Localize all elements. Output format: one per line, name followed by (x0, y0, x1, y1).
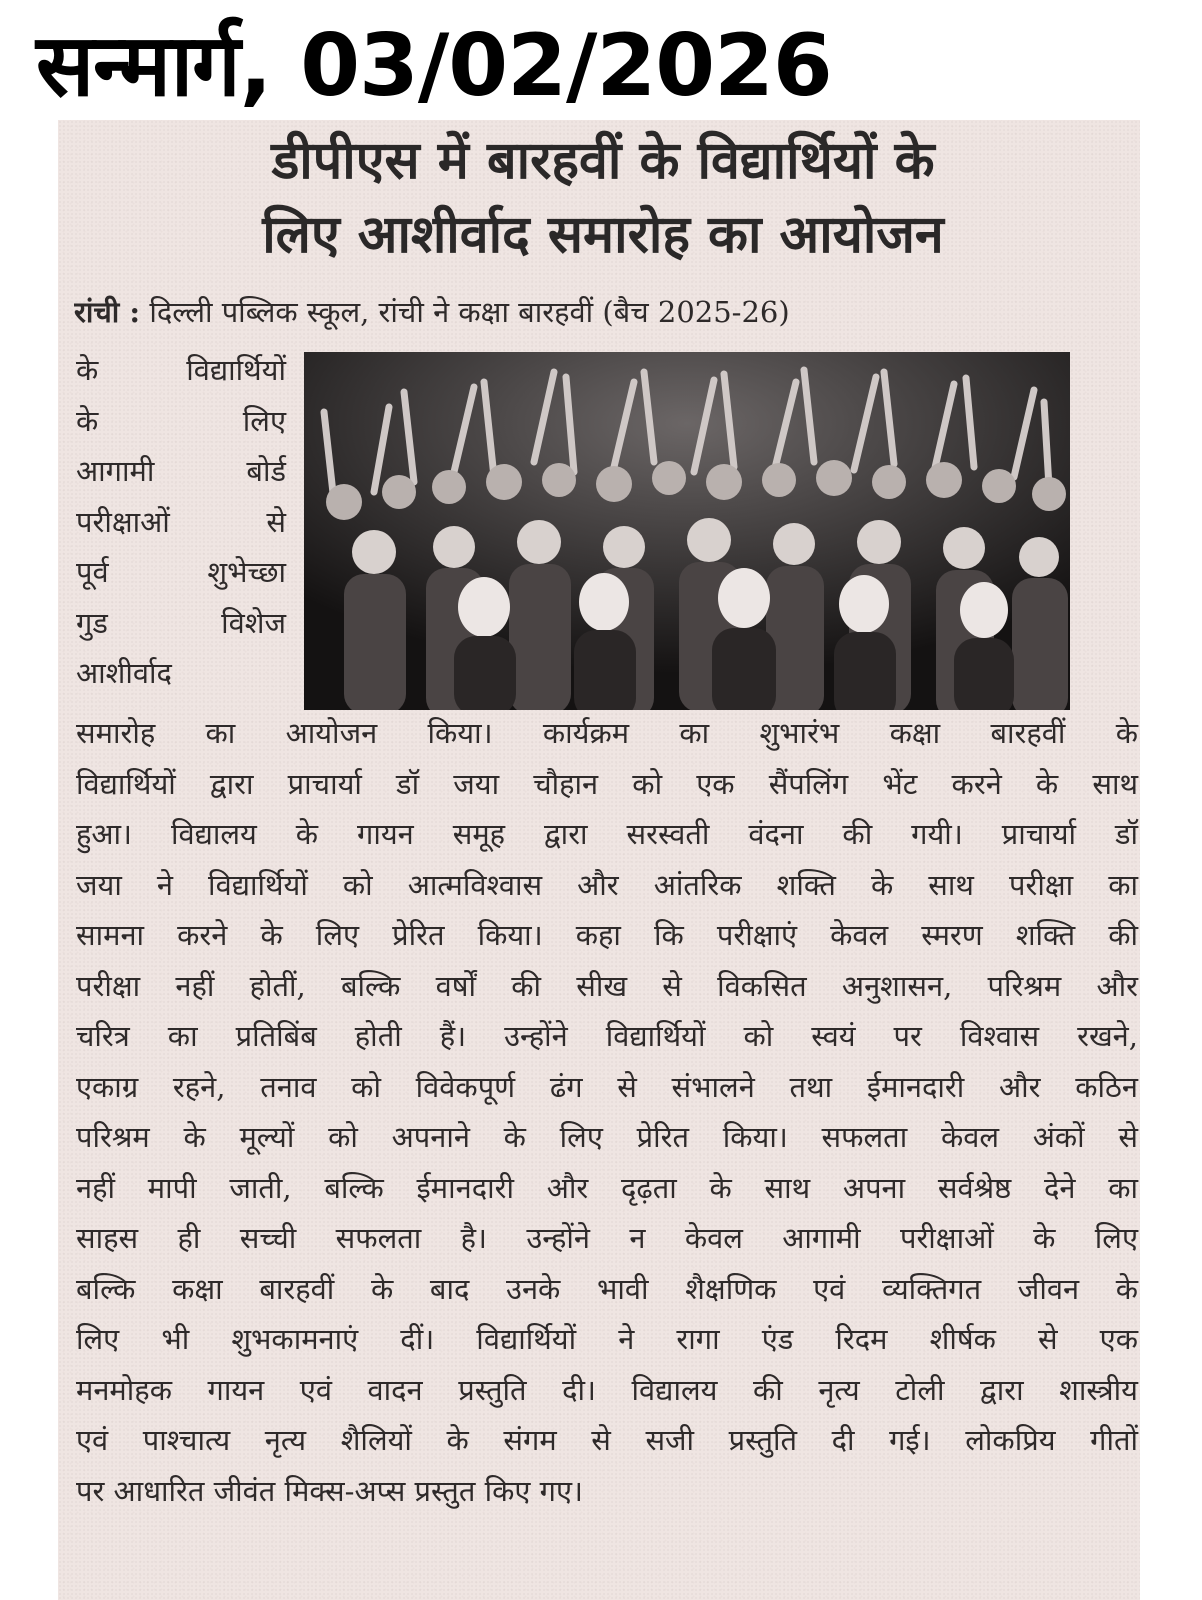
column-line: के विद्यार्थियों (76, 353, 286, 387)
body-line: बल्कि कक्षा बारहवीं के बाद उनके भावी शैक्षणिक एवं व्यक्तिगत जीवन के (76, 1271, 1138, 1306)
column-line: पूर्व शुभेच्छा (76, 555, 286, 589)
newspaper-clipping (58, 120, 1140, 1600)
body-line: हुआ। विद्यालय के गायन समूह द्वारा सरस्वती वंदना की गयी। प्राचार्या डॉ (76, 817, 1138, 851)
column-line: के लिए (76, 403, 286, 438)
body-line: मनमोहक गायन एवं वादन प्रस्तुति दी। विद्यालय की नृत्य टोली द्वारा शास्त्रीय (76, 1372, 1138, 1407)
lead-text: दिल्ली पब्लिक स्कूल, रांची ने कक्षा बारहवीं (बैच 2025-26) (149, 295, 790, 329)
body-line: एवं पाश्चात्य नृत्य शैलियों के संगम से सजी प्रस्तुति दी गई। लोकप्रिय गीतों (76, 1423, 1138, 1457)
body-line: एकाग्र रहने, तनाव को विवेकपूर्ण ढंग से संभालने तथा ईमानदारी और कठिन (76, 1069, 1138, 1104)
body-line: नहीं मापी जाती, बल्कि ईमानदारी और दृढ़ता के साथ अपना सर्वश्रेष्ठ देने का (76, 1170, 1138, 1205)
column-line: आगामी बोर्ड (76, 454, 286, 488)
body-line: पर आधारित जीवंत मिक्स-अप्स प्रस्तुत किए गए। (76, 1473, 583, 1508)
wrap-column (76, 345, 286, 699)
crowd-photo-illustration (304, 352, 1070, 710)
article-photo (304, 352, 1070, 710)
column-line: परीक्षाओं से (76, 504, 286, 539)
body-line: समारोह का आयोजन किया। कार्यक्रम का शुभारंभ कक्षा बारहवीं के (76, 716, 1138, 750)
body-line: जया ने विद्यार्थियों को आत्मविश्वास और आंतरिक शक्ति के साथ परीक्षा का (76, 867, 1138, 902)
body-line: लिए भी शुभकामनाएं दीं। विद्यार्थियों ने रागा एंड रिदम शीर्षक से एक (76, 1322, 1138, 1356)
dateline: रांची : (74, 295, 141, 329)
body-line: साहस ही सच्ची सफलता है। उन्होंने न केवल आगामी परीक्षाओं के लिए (76, 1221, 1138, 1255)
column-line: गुड विशेज (76, 605, 286, 640)
body-line: सामना करने के लिए प्रेरित किया। कहा कि परीक्षाएं केवल स्मरण शक्ति की (76, 918, 1138, 952)
column-line: आशीर्वाद (76, 656, 172, 690)
article-body (76, 708, 1138, 1516)
headline-line-2: लिए आशीर्वाद समारोह का आयोजन (262, 205, 944, 265)
body-line: विद्यार्थियों द्वारा प्राचार्या डॉ जया चौहान को एक सैंपलिंग भेंट करने के साथ (76, 766, 1138, 801)
body-line: चरित्र का प्रतिबिंब होती हैं। उन्होंने विद्यार्थियों को स्वयं पर विश्वास रखने, (76, 1019, 1138, 1053)
body-line: परिश्रम के मूल्यों को अपनाने के लिए प्रेरित किया। सफलता केवल अंकों से (76, 1120, 1138, 1154)
headline-line-1: डीपीएस में बारहवीं के विद्यार्थियों के (271, 131, 935, 191)
body-line: परीक्षा नहीं होतीं, बल्कि वर्षों की सीख से विकसित अनुशासन, परिश्रम और (76, 968, 1138, 1003)
article-lead (74, 287, 1134, 339)
article-headline (78, 124, 1128, 272)
masthead-title: सन्मार्ग, 03/02/2026 (36, 16, 832, 116)
